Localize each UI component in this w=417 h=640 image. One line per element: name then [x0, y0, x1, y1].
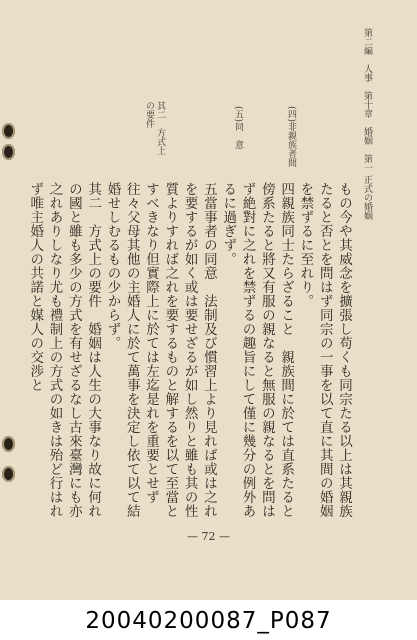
margin-note-non-relatives: (四)非親族者間: [286, 106, 296, 168]
binding-hole-4: [2, 466, 15, 482]
margin-note-consent: (五)同 意: [233, 106, 243, 150]
binding-hole-2: [2, 144, 15, 160]
page-number: — 72 —: [187, 530, 230, 543]
binding-hole-3: [2, 436, 15, 452]
margin-note-formal-requirements: 其二 方式上の要件: [144, 101, 165, 155]
paragraph-1: もの今や其威念を擴張し苟くも同宗たる以上は其親族たると否とを問はず同宗の一事を以て直に其間の婚姻を禁ずるに至れり。: [297, 182, 352, 518]
image-id-caption: 20040200087_P087: [85, 607, 332, 634]
body-text: [25, 182, 353, 524]
running-head: 第二編 人事 第十章 婚姻 第一 正式の婚姻: [362, 28, 372, 220]
paragraph-4: 其二 方式上の要件 婚姻は人生の大事なり故に何れの國と雖も多少の方式を有せざるなし古來臺灣にも亦之れありしなり尤も禮制上の方式の如きは殆ど行はれず唯主婚人の共諾と媒人の交渉と: [27, 182, 102, 518]
paragraph-2: 四親族同士たらざること 親族間に於ては直系たると傍系たると將又有服の親なると無服の親なるとを問はず絶對に之れを禁ずるの趣旨にして僅に幾分の例外あるに過ぎず。: [220, 182, 295, 518]
paragraph-3: 五當事者の同意 法制及び慣習上より見れば或は之れを要するが如く或は要せざるが如し然りと雖も其の性質よりすれば之れを要するものと解するを以て至當とすべきなり但實際上に於ては左迄是れを重要とせず往々父母其他の主婚人に於て萬事を決定し依て以て結婚せしむるもの少からず。: [104, 182, 217, 518]
binding-hole-1: [2, 123, 15, 139]
